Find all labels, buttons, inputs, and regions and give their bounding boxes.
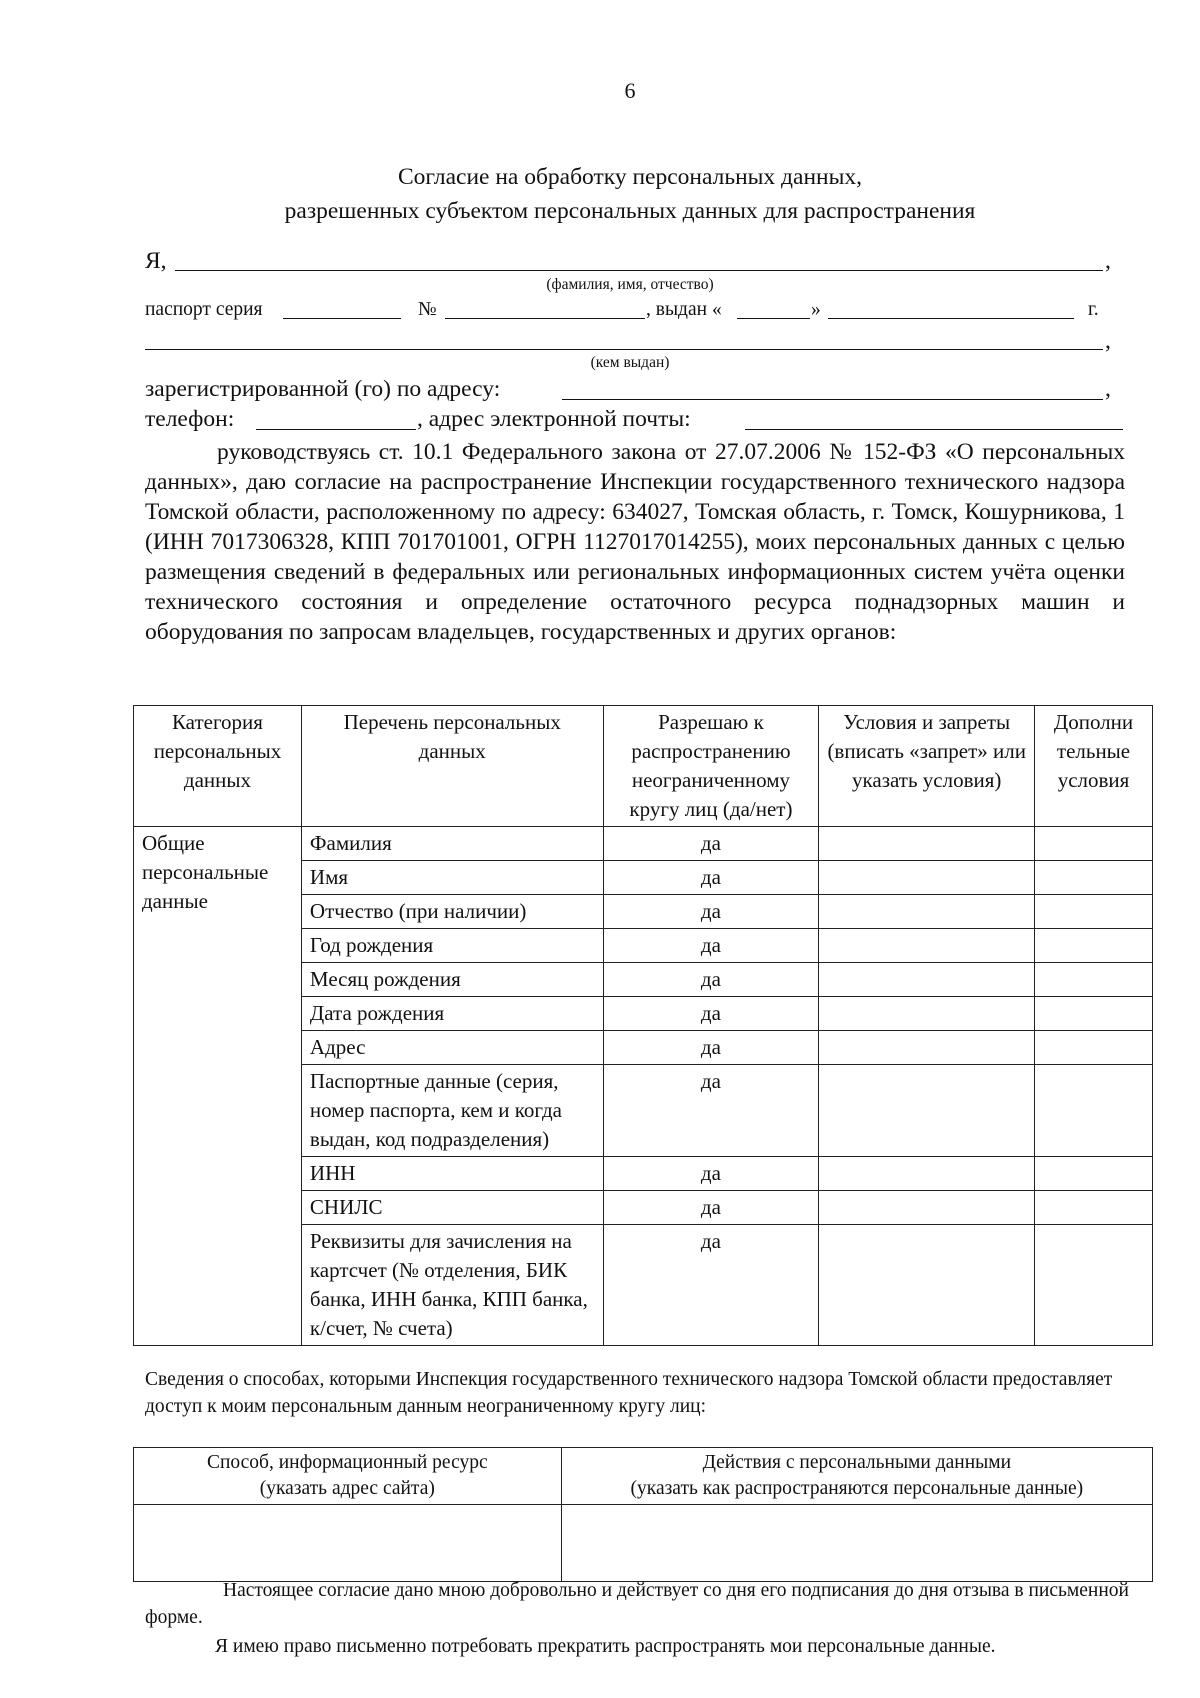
- methods-header-resource: [134, 1448, 562, 1505]
- document-title: [150, 160, 1110, 228]
- phone-label: телефон:: [145, 406, 235, 432]
- methods-table: [133, 1447, 1153, 1582]
- final-paragraph-1: Настоящее согласие дано мною добровольно и действует со дня его подписания до дня отзыва в письменной форме.: [145, 1580, 1129, 1628]
- fio-field[interactable]: [175, 270, 1103, 271]
- allow-cell[interactable]: да: [603, 997, 819, 1031]
- item-cell: Имя: [301, 861, 603, 895]
- issued-day-field[interactable]: [737, 318, 810, 319]
- year-label: г.: [1088, 299, 1099, 320]
- item-cell: Отчество (при наличии): [301, 895, 603, 929]
- title-line-1: Согласие на обработку персональных данных,: [397, 164, 863, 190]
- conditions-cell[interactable]: [819, 997, 1035, 1031]
- additional-cell[interactable]: [1035, 1031, 1153, 1065]
- fio-line: [145, 248, 167, 275]
- methods-actions-input[interactable]: [561, 1505, 1152, 1582]
- conditions-cell[interactable]: [819, 895, 1035, 929]
- item-cell: Фамилия: [301, 827, 603, 861]
- fio-comma: ,: [1105, 248, 1111, 274]
- methods-header-actions-line1: Действия с персональными данными: [702, 1452, 1012, 1473]
- item-cell: Год рождения: [301, 929, 603, 963]
- item-cell: ИНН: [301, 1157, 603, 1191]
- methods-header-resource-line2: (указать адрес сайта): [259, 1478, 435, 1499]
- item-cell: Паспортные данные (серия, номер паспорта, кем и когда выдан, код подразделения): [301, 1065, 603, 1157]
- additional-cell[interactable]: [1035, 997, 1153, 1031]
- issued-label: , выдан «: [646, 299, 722, 320]
- passport-series-field[interactable]: [283, 318, 401, 319]
- header-category: Категория персональных данных: [134, 706, 302, 827]
- number-label: №: [418, 299, 437, 320]
- allow-cell[interactable]: да: [603, 1031, 819, 1065]
- allow-cell[interactable]: да: [603, 895, 819, 929]
- issued-month-field[interactable]: [828, 318, 1074, 319]
- header-allow: Разрешаю к распространению неограниченному кругу лиц (да/нет): [603, 706, 819, 827]
- conditions-cell[interactable]: [819, 1031, 1035, 1065]
- additional-cell[interactable]: [1035, 1065, 1153, 1157]
- table-header-row: [134, 706, 1153, 827]
- conditions-cell[interactable]: [819, 929, 1035, 963]
- methods-resource-input[interactable]: [134, 1505, 562, 1582]
- methods-header-resource-line1: Способ, информационный ресурс: [206, 1452, 488, 1473]
- consent-text: руководствуясь ст. 10.1 Федерального закона от 27.07.2006 № 152-ФЗ «О персональных данных», даю согласие на распространение Инспекции государственного технического надзора Томской области, расположенному по адресу: 634027, Томская область, г. Томск, Кошурникова, 1 (ИНН 7017306328, КПП 701701001, ОГРН 1127017014255), моих персональных данных с целью размещения сведений в федеральных или региональных информационных систем учёта оценки технического состояния и определение остаточного ресурса поднадзорных машин и оборудования по запросам владельцев, государственных и других органов:: [145, 439, 1125, 645]
- issued-by-comma: ,: [1105, 328, 1111, 354]
- consent-paragraph: [145, 437, 1125, 647]
- allow-cell[interactable]: да: [603, 1157, 819, 1191]
- methods-input-row: [134, 1505, 1153, 1582]
- table-row: [134, 827, 1153, 861]
- conditions-cell[interactable]: [819, 1157, 1035, 1191]
- fio-hint: (фамилия, имя, отчество): [546, 276, 714, 293]
- additional-cell[interactable]: [1035, 895, 1153, 929]
- additional-cell[interactable]: [1035, 929, 1153, 963]
- item-cell: СНИЛС: [301, 1191, 603, 1225]
- final-paragraph-2: Я имею право письменно потребовать прекратить распространять мои персональные данные.: [215, 1636, 996, 1657]
- item-cell: Месяц рождения: [301, 963, 603, 997]
- issued-by-hint: (кем выдан): [590, 354, 670, 371]
- final-text: [145, 1577, 1135, 1660]
- allow-cell[interactable]: да: [603, 1225, 819, 1346]
- category-cell: Общие персональные данные: [134, 827, 302, 1346]
- header-list: Перечень персональных данных: [301, 706, 603, 827]
- additional-cell[interactable]: [1035, 1157, 1153, 1191]
- allow-cell[interactable]: да: [603, 1065, 819, 1157]
- address-label: зарегистрированной (го) по адресу:: [145, 376, 501, 402]
- additional-cell[interactable]: [1035, 963, 1153, 997]
- address-comma: ,: [1105, 376, 1111, 402]
- quote-close: »: [811, 299, 821, 320]
- allow-cell[interactable]: да: [603, 929, 819, 963]
- title-line-2: разрешенных субъектом персональных данных для распространения: [284, 198, 976, 224]
- allow-cell[interactable]: да: [603, 1191, 819, 1225]
- additional-cell[interactable]: [1035, 1191, 1153, 1225]
- passport-number-field[interactable]: [445, 318, 645, 319]
- conditions-cell[interactable]: [819, 1225, 1035, 1346]
- methods-header-actions: [561, 1448, 1152, 1505]
- email-field[interactable]: [745, 429, 1123, 430]
- personal-data-table: [133, 705, 1153, 1346]
- additional-cell[interactable]: [1035, 1225, 1153, 1346]
- additional-cell[interactable]: [1035, 827, 1153, 861]
- methods-header-row: [134, 1448, 1153, 1505]
- address-field[interactable]: [562, 399, 1103, 400]
- allow-cell[interactable]: да: [603, 827, 819, 861]
- page-number: 6: [624, 78, 636, 103]
- conditions-cell[interactable]: [819, 861, 1035, 895]
- conditions-cell[interactable]: [819, 827, 1035, 861]
- allow-cell[interactable]: да: [603, 861, 819, 895]
- header-additional: Дополни тельные условия: [1035, 706, 1153, 827]
- item-cell: Адрес: [301, 1031, 603, 1065]
- conditions-cell[interactable]: [819, 1065, 1035, 1157]
- item-cell: Реквизиты для зачисления на картсчет (№ отделения, БИК банка, ИНН банка, КПП банка, к/счет, № счета): [301, 1225, 603, 1346]
- conditions-cell[interactable]: [819, 1191, 1035, 1225]
- conditions-cell[interactable]: [819, 963, 1035, 997]
- issued-by-field[interactable]: [145, 349, 1103, 350]
- phone-field[interactable]: [256, 429, 416, 430]
- allow-cell[interactable]: да: [603, 963, 819, 997]
- additional-cell[interactable]: [1035, 861, 1153, 895]
- i-label: Я,: [145, 248, 167, 274]
- methods-note: Сведения о способах, которыми Инспекция государственного технического надзора Томской области предоставляет доступ к моим персональным данным неограниченному кругу лиц:: [145, 1369, 1113, 1417]
- passport-line: [145, 299, 263, 321]
- methods-header-actions-line2: (указать как распространяются персональные данные): [630, 1478, 1084, 1499]
- item-cell: Дата рождения: [301, 997, 603, 1031]
- email-label: , адрес электронной почты:: [417, 406, 691, 432]
- passport-series-label: паспорт серия: [145, 299, 263, 320]
- header-conditions: Условия и запреты (вписать «запрет» или указать условия): [819, 706, 1035, 827]
